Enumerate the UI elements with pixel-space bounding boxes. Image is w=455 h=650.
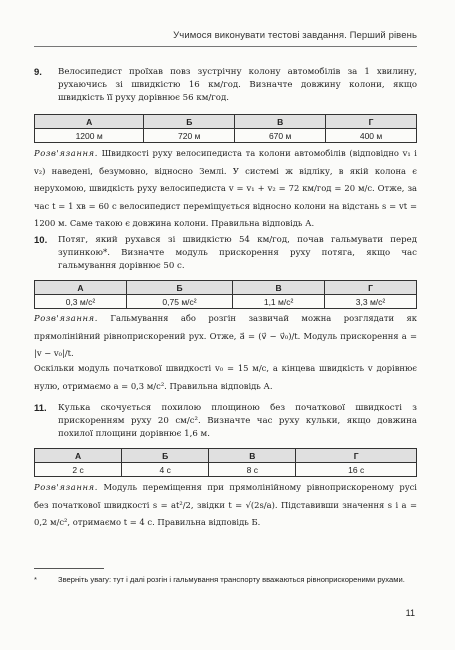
solution-text: Оскільки модуль початкової швидкості v₀ = 15 м/с, а кінцева швидкість v дорівнює нулю, отримаємо a = 0,3 м/с². Правильна відповідь А. xyxy=(34,363,417,391)
option-value: 720 м xyxy=(144,129,235,143)
option-label: Б xyxy=(144,115,235,129)
option-label: А xyxy=(35,449,122,463)
solution-text: Гальмування або розгін зазвичай можна розглядати як прямолінійний рівноприскорений рух. Отже, a⃗ = (v⃗ − v⃗₀)/t. Модуль прискорення a = |v − v₀|/t. xyxy=(34,313,418,358)
solution-9 xyxy=(34,145,417,233)
solution-text: Модуль переміщення при прямолінійному рівноприскореному русі без початкової швидкості s = at²/2, звідки t = √(2s/a). Підставивши значення s і a = 0,2 м/с², отримаємо t = 4 с. Правильна відповідь Б. xyxy=(34,482,417,527)
solution-11 xyxy=(34,479,417,532)
option-label: В xyxy=(233,281,325,295)
problem-number: 10. xyxy=(34,235,48,246)
solution-label: Розв'язання. xyxy=(34,313,98,323)
option-value: 0,75 м/с² xyxy=(126,295,232,309)
option-label: Б xyxy=(122,449,209,463)
problem-text: Велосипедист проїхав повз зустрічну колону автомобілів за 1 хвилину, рухаючись зі швидкістю 16 км/год. Визначте довжину колони, якщо швидкість її руху дорівнює 56 км/год. xyxy=(58,67,417,103)
solution-10-cont xyxy=(34,360,417,395)
answer-table-10 xyxy=(34,280,417,309)
problem-9 xyxy=(34,66,417,105)
answer-table-9 xyxy=(34,114,417,143)
option-value: 400 м xyxy=(326,129,417,143)
option-value: 3,3 м/с² xyxy=(325,295,417,309)
problem-text: Кулька скочується похилою площиною без початкової швидкості з прискоренням руху 20 см/с². Визначте час руху кульки, якщо довжина похилої площини дорівнює 1,6 м. xyxy=(58,403,417,439)
header-rule xyxy=(34,46,417,47)
solution-label: Розв'язання. xyxy=(34,148,98,158)
option-value: 2 с xyxy=(35,463,122,477)
page-number: 11 xyxy=(405,608,415,618)
option-value: 4 с xyxy=(122,463,209,477)
option-label: В xyxy=(209,449,296,463)
footnote-mark: * xyxy=(34,575,37,584)
problem-number: 9. xyxy=(34,67,42,78)
running-header: Учимося виконувати тестові завдання. Перший рівень xyxy=(173,30,417,41)
solution-text: Швидкості руху велосипедиста та колони автомобілів (відповідно v₁ і v₂) наведені, безумовно, відносно Землі. У системі ж відліку, в якій колона є нерухомою, швидкість руху велосипедиста v = v₁ + v₂ = 72 км/год = 20 м/с. Отже, за час t = 1 хв = 60 с велосипедист переміщується відносно колони на відстань s = vt = 1200 м. Саме такою є довжина колони. Правильна відповідь А. xyxy=(34,148,417,228)
option-label: А xyxy=(35,115,144,129)
problem-text: Потяг, який рухався зі швидкістю 54 км/год, почав гальмувати перед зупинкою*. Визначте модуль прискорення руху потяга, якщо час гальмування дорівнює 50 с. xyxy=(58,235,417,271)
footnote xyxy=(34,574,417,586)
option-label: Г xyxy=(296,449,417,463)
option-label: Б xyxy=(126,281,232,295)
option-value: 16 с xyxy=(296,463,417,477)
option-value: 670 м xyxy=(235,129,326,143)
solution-10 xyxy=(34,310,417,363)
solution-label: Розв'язання. xyxy=(34,482,98,492)
option-value: 0,3 м/с² xyxy=(35,295,127,309)
problem-number: 11. xyxy=(34,403,47,414)
footnote-text: Зверніть увагу: тут і далі розгін і гальмування транспорту вважаються рівноприскореними рухами. xyxy=(58,575,405,584)
option-label: Г xyxy=(325,281,417,295)
problem-10 xyxy=(34,234,417,273)
footnote-rule xyxy=(34,568,104,569)
answer-table-11 xyxy=(34,448,417,477)
option-label: Г xyxy=(326,115,417,129)
option-value: 1200 м xyxy=(35,129,144,143)
problem-11 xyxy=(34,402,417,441)
option-label: В xyxy=(235,115,326,129)
option-value: 1,1 м/с² xyxy=(233,295,325,309)
option-label: А xyxy=(35,281,127,295)
option-value: 8 с xyxy=(209,463,296,477)
